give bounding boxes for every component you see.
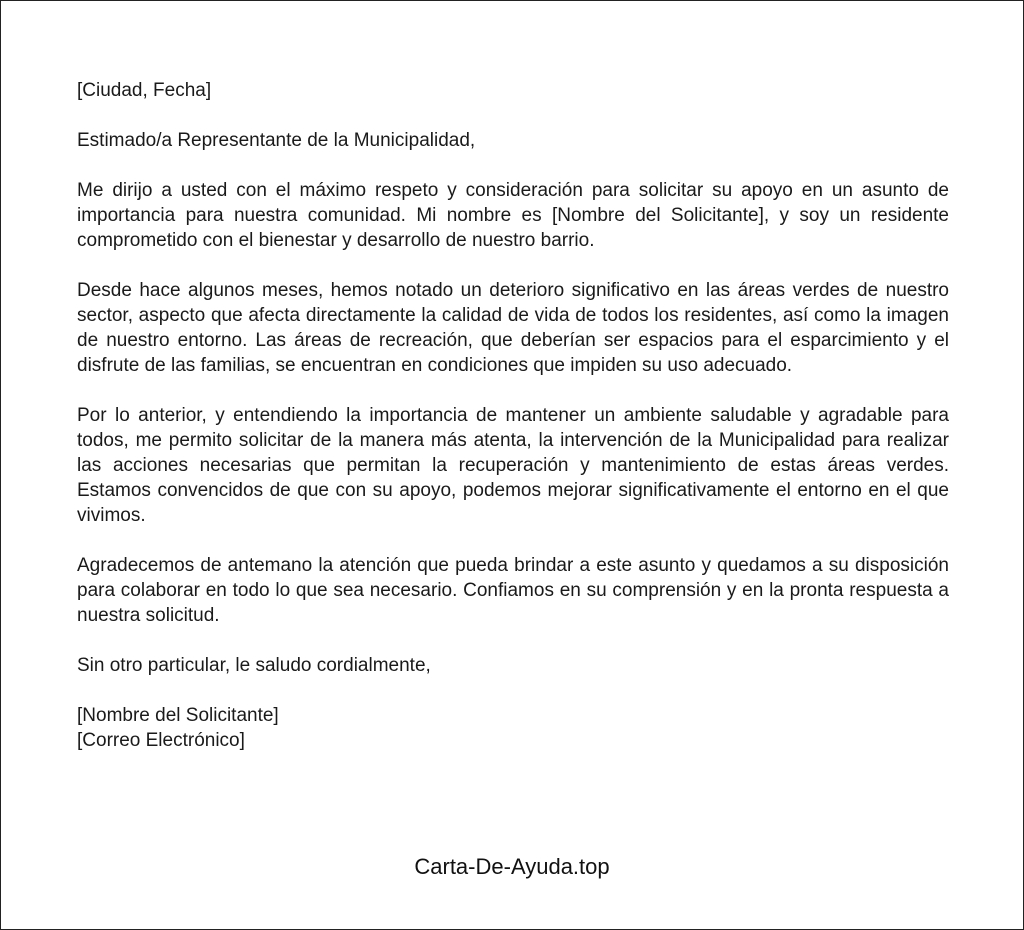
- footer-site-link[interactable]: Carta-De-Ayuda.top: [414, 854, 610, 879]
- place-date: [Ciudad, Fecha]: [77, 80, 212, 101]
- paragraph-problem: Desde hace algunos meses, hemos notado un deterioro significativo en las áreas verdes de nuestro sector, aspecto que afecta directamente la calidad de vida de todos los residentes, así como la imagen de nuestro entorno. Las áreas de recreación, que deberían ser espacios para el esparcimiento y el disfrute de las familias, se encuentran en condiciones que impiden su uso adecuado.: [77, 280, 949, 376]
- signature-block: [77, 703, 949, 753]
- paragraph-thanks: Agradecemos de antemano la atención que pueda brindar a este asunto y quedamos a su disposición para colaborar en todo lo que sea necesario. Confiamos en su comprensión y en la pronta respuesta a nuestra solicitud.: [77, 555, 949, 626]
- paragraph-request: Por lo anterior, y entendiendo la importancia de mantener un ambiente saludable y agradable para todos, me permito solicitar de la manera más atenta, la intervención de la Municipalidad para realizar las acciones necesarias que permitan la recuperación y mantenimiento de estas áreas verdes. Estamos convencidos de que con su apoyo, podemos mejorar significativamente el entorno en el que vivimos.: [77, 405, 949, 526]
- signature-name: [Nombre del Solicitante]: [77, 705, 279, 726]
- letter-body: [77, 78, 949, 778]
- signature-email: [Correo Electrónico]: [77, 730, 245, 751]
- greeting: Estimado/a Representante de la Municipalidad,: [77, 130, 476, 151]
- paragraph-intro: Me dirijo a usted con el máximo respeto y consideración para solicitar su apoyo en un asunto de importancia para nuestra comunidad. Mi nombre es [Nombre del Solicitante], y soy un residente comprometido con el bienestar y desarrollo de nuestro barrio.: [77, 180, 949, 251]
- closing: Sin otro particular, le saludo cordialmente,: [77, 655, 431, 676]
